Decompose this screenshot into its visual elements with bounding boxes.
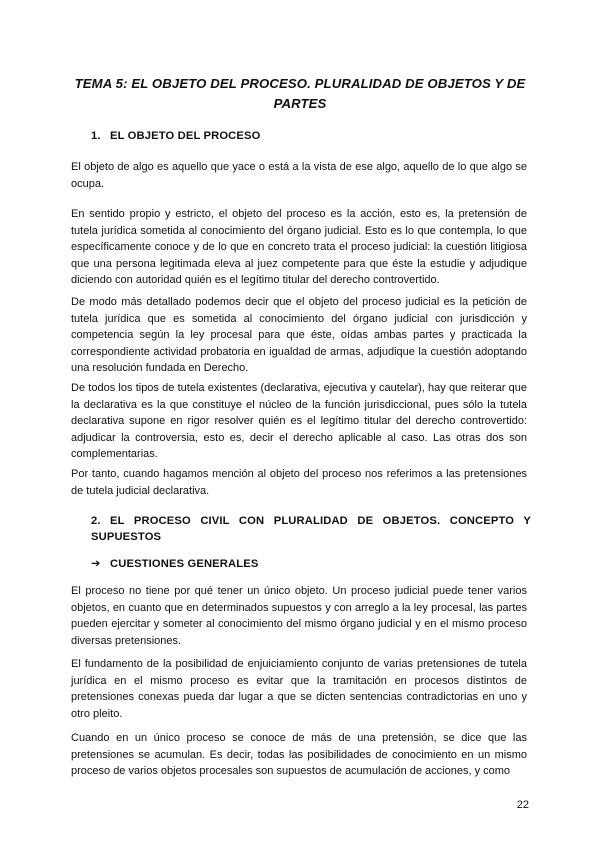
paragraph: En sentido propio y estricto, el objeto del proceso es la acción, esto es, la pretensión de tutela jurídica sometida al conocimiento del órgano judicial. Esto es lo que contempla, lo que específicamente conoce y de lo que en concreto trata el proceso judicial: la cuestión litigiosa que una persona legitimada eleva al juez competente para que éste la estudie y adjudique diciendo con autoridad quién es el legítimo titular del derecho controvertido. [71,208,527,287]
paragraph: Cuando en un único proceso se conoce de más de una pretensión, se dice que las pretensiones se acumulan. Es decir, todas las posibilidades de conocimiento en un mismo proceso de varios objetos procesales son supuestos de acumulación de acciones, y como [71,732,527,778]
paragraph: El proceso no tiene por qué tener un único objeto. Un proceso judicial puede tener varios objetos, en cuanto que en determinados supuestos y con arreglo a la ley procesal, las partes pueden ejercitar y someter al conocimiento del mismo órgano judicial y en el mismo proceso diversas pretensiones. [71,585,527,647]
section-title: EL PROCESO CIVIL CON PLURALIDAD DE OBJETOS. CONCEPTO Y SUPUESTOS [91,515,531,543]
paragraph: El fundamento de la posibilidad de enjuiciamiento conjunto de varias pretensiones de tutela jurídica en el mismo proceso es evitar que la tramitación en procesos distintos de pretensiones conexas pueda dar lugar a que se dicten sentencias contradictorias en uno y otro pleito. [71,658,527,720]
paragraph: De todos los tipos de tutela existentes (declarativa, ejecutiva y cautelar), hay que reiterar que la declarativa es la que constituye el núcleo de la función jurisdiccional, pues sólo la tutela declarativa supone en rigor resolver quién es el legítimo titular del derecho controvertido: adjudicar la controversia, esto es, decir el derecho aplicable al caso. Las otras dos son complementarias. [71,382,527,461]
page-number: 22 [516,799,529,811]
section-number: 1. [91,130,101,142]
paragraph: Por tanto, cuando hagamos mención al objeto del proceso nos referimos a las pretensiones de tutela judicial declarativa. [71,468,527,497]
arrow-right-icon: ➔ [91,558,101,570]
section-heading-1 [91,128,531,144]
document-title: TEMA 5: EL OBJETO DEL PROCESO. PLURALIDAD DE OBJETOS Y DE PARTES [74,76,526,111]
subsection-title: CUESTIONES GENERALES [110,558,259,570]
subsection-heading [91,556,531,572]
paragraph: De modo más detallado podemos decir que el objeto del proceso judicial es la petición de tutela jurídica que es sometida al conocimiento del órgano judicial con jurisdicción y competencia según la ley procesal para que éste, oídas ambas partes y practicada la correspondiente actividad probatoria en igualdad de armas, adjudique la cuestión adoptando una resolución fundada en Derecho. [71,296,527,375]
paragraph: El objeto de algo es aquello que yace o está a la vista de ese algo, aquello de lo que algo se ocupa. [71,161,527,190]
section-title: EL OBJETO DEL PROCESO [110,130,261,142]
section-number: 2. [91,515,101,527]
section-heading-2 [91,513,531,545]
